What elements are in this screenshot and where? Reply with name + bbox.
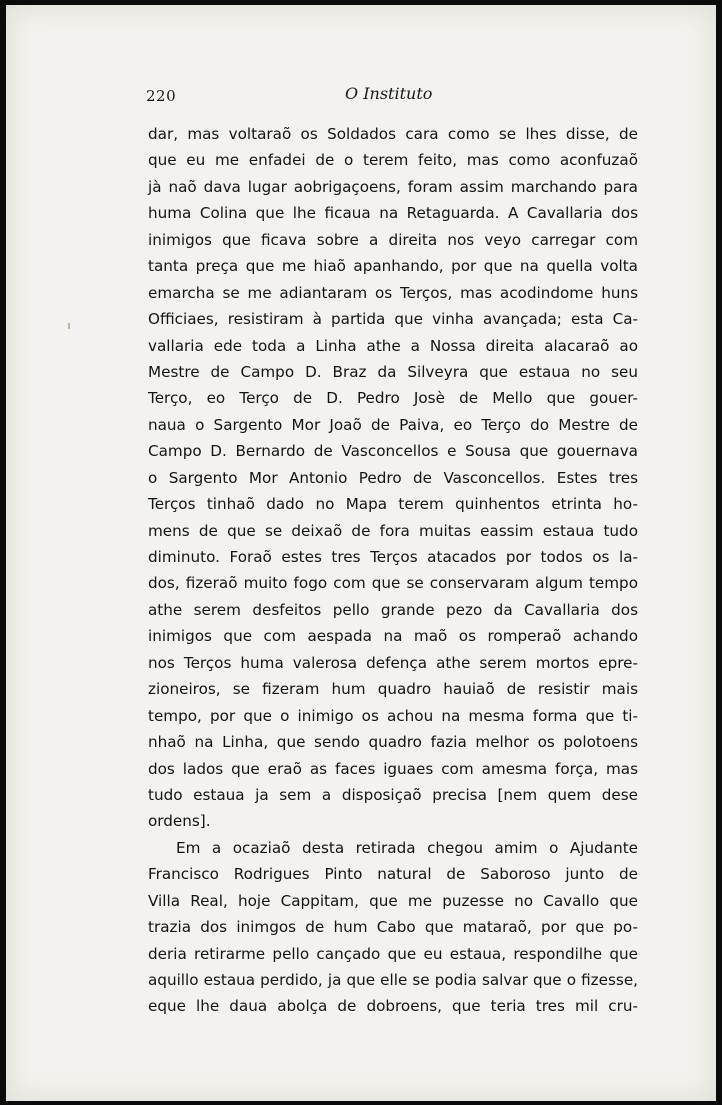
text-line-paragraph-start: Em a ocaziaõ desta retirada chegou amim o Ajudante bbox=[176, 838, 638, 857]
text-line: inimigos que com aespada na maõ os romperaõ achando bbox=[148, 627, 638, 646]
text-line: inimigos que ficava sobre a direita nos veyo carregar com bbox=[148, 230, 638, 249]
text-line: dos lados que eraõ as faces iguaes com amesma força, mas bbox=[148, 759, 638, 778]
text-line: jà naõ dava lugar aobrigaçoens, foram assim marchando para bbox=[148, 177, 638, 196]
text-line: emarcha se me adiantaram os Terços, mas acodindome huns bbox=[148, 283, 638, 302]
text-line: zioneiros, se fizeram hum quadro hauiaõ de resistir mais bbox=[148, 680, 638, 699]
page-number: 220 bbox=[146, 87, 177, 105]
text-line: Terço, eo Terço de D. Pedro Josè de Mello que gouer- bbox=[148, 389, 638, 408]
text-line: que eu me enfadei de o terem feito, mas como aconfuzaõ bbox=[148, 151, 638, 170]
running-title: O Instituto bbox=[345, 84, 433, 103]
text-line: deria retirarme pello cançado que eu estaua, respondilhe que bbox=[148, 944, 638, 963]
page-header bbox=[6, 84, 716, 108]
text-line: Villa Real, hoje Cappitam, que me puzesse no Cavallo que bbox=[148, 891, 638, 910]
text-line: dos, fizeraõ muito fogo com que se conservaram algum tempo bbox=[148, 574, 638, 593]
text-line: naua o Sargento Mor Joaõ de Paiva, eo Terço do Mestre de bbox=[148, 415, 638, 434]
text-line: tanta preça que me hiaõ apanhando, por que na quella volta bbox=[148, 257, 638, 276]
text-line: Officiaes, resistiram à partida que vinha avançada; esta Ca- bbox=[148, 310, 638, 329]
text-line: athe serem desfeitos pello grande pezo da Cavallaria dos bbox=[148, 600, 638, 619]
text-line: Terços tinhaõ dado no Mapa terem quinhentos etrinta ho- bbox=[148, 495, 638, 514]
text-line: diminuto. Foraõ estes tres Terços atacados por todos os la- bbox=[148, 548, 638, 566]
text-line: eque lhe daua abolça de dobroens, que teria tres mil cru- bbox=[148, 997, 638, 1016]
text-line: Campo D. Bernardo de Vasconcellos e Sousa que gouernava bbox=[148, 442, 638, 461]
text-line: nhaõ na Linha, que sendo quadro fazia melhor os polotoens bbox=[148, 733, 638, 752]
text-line: Francisco Rodrigues Pinto natural de Saboroso junto de bbox=[148, 865, 638, 884]
text-line: nos Terços huma valerosa defença athe serem mortos epre- bbox=[148, 653, 638, 672]
text-line: mens de que se deixaõ de fora muitas eassim estaua tudo bbox=[148, 521, 638, 540]
text-line: dar, mas voltaraõ os Soldados cara como se lhes disse, de bbox=[148, 125, 638, 143]
book-page bbox=[6, 5, 716, 1101]
text-line: tudo estaua ja sem a disposiçaõ precisa [nem quem dese bbox=[148, 785, 638, 804]
text-line: aquillo estaua perdido, ja que elle se podia salvar que o fizesse, bbox=[148, 971, 638, 989]
text-line: tempo, por que o inimigo os achou na mesma forma que ti- bbox=[148, 706, 638, 725]
text-line: Mestre de Campo D. Braz da Silveyra que estaua no seu bbox=[148, 362, 638, 381]
text-line-paragraph-end: ordens]. bbox=[148, 812, 211, 831]
text-line: vallaria ede toda a Linha athe a Nossa direita alacaraõ ao bbox=[148, 336, 638, 355]
paper-speck bbox=[68, 323, 70, 329]
text-line: trazia dos inimgos de hum Cabo que mataraõ, por que po- bbox=[148, 918, 638, 937]
text-line: o Sargento Mor Antonio Pedro de Vasconcellos. Estes tres bbox=[148, 468, 638, 487]
body-text bbox=[148, 121, 638, 1020]
text-line: huma Colina que lhe ficaua na Retaguarda. A Cavallaria dos bbox=[148, 204, 638, 223]
